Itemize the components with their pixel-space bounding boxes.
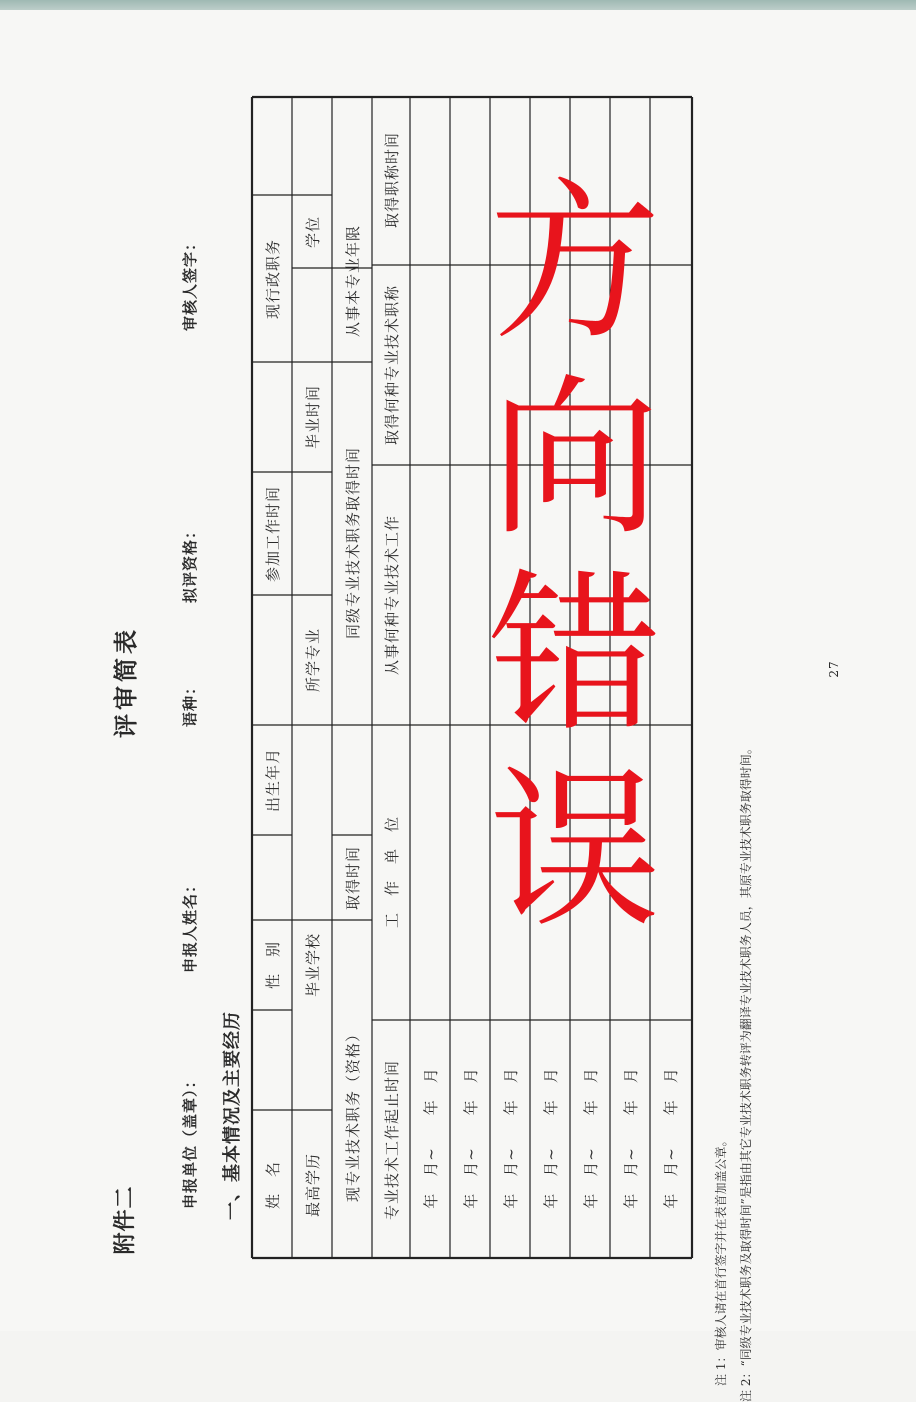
reviewer-signature-label: 审核人签字： [181, 234, 199, 331]
row-period-4: 年 月~ 年 月 [542, 1067, 560, 1209]
warning-char: 误 [489, 750, 661, 951]
language-label: 语种： [181, 678, 199, 727]
cell-degree: 学位 [304, 216, 322, 249]
col-period-header: 专业技术工作起止时间 [383, 1060, 401, 1221]
col-title-type-header: 取得何种专业技术职称 [383, 285, 401, 446]
page-title: 评审简表 [111, 626, 140, 738]
cell-major: 所学专业 [304, 628, 322, 693]
cell-current-title: 现专业技术职务（资格） [344, 1026, 362, 1203]
qualification-label: 拟评资格： [181, 522, 199, 603]
cell-obtain-time: 取得时间 [344, 846, 362, 911]
warning-char: 方 [489, 162, 661, 363]
cell-birth: 出生年月 [264, 748, 282, 813]
cell-same-level-time: 同级专业技术职务取得时间 [344, 447, 362, 640]
cell-school: 毕业学校 [304, 933, 322, 998]
col-title-time-header: 取得职称时间 [383, 132, 401, 229]
cell-grad-time: 毕业时间 [304, 385, 322, 450]
section-title: 一、基本情况及主要经历 [222, 1011, 243, 1220]
col-employer-header: 工 作 单 位 [383, 816, 401, 929]
warning-char: 错 [489, 554, 661, 755]
note-1: 注 1：审核人请在首行签字并在表首加盖公章。 [714, 1134, 728, 1386]
cell-work-start: 参加工作时间 [264, 486, 282, 583]
row-period-5: 年 月~ 年 月 [582, 1067, 600, 1209]
col-work-content-header: 从事何种专业技术工作 [383, 515, 401, 676]
row-period-1: 年 月~ 年 月 [422, 1067, 440, 1209]
cell-name: 姓 名 [264, 1161, 282, 1210]
cell-gender: 性 别 [264, 941, 282, 990]
applicant-name-label: 申报人姓名： [181, 876, 199, 973]
wrong-orientation-warning [480, 162, 670, 965]
cell-admin-post: 现行政职务 [264, 239, 282, 320]
row-period-7: 年 月~ 年 月 [662, 1067, 680, 1209]
row-period-2: 年 月~ 年 月 [462, 1067, 480, 1209]
warning-char: 向 [489, 358, 661, 559]
row-period-3: 年 月~ 年 月 [502, 1067, 520, 1209]
row-period-6: 年 月~ 年 月 [622, 1067, 640, 1209]
page-number: 27 [827, 660, 841, 678]
note-2: 注 2：“同级专业技术职务及取得时间”是指由其它专业技术职务转评为翻译专业技术职务人员，其原专业技术职务取得时间。 [739, 742, 753, 1402]
applicant-unit-label: 申报单位（盖章）： [181, 1072, 199, 1209]
attachment-label: 附件二 [112, 1185, 138, 1255]
cell-years-in-field: 从事本专业年限 [344, 225, 362, 338]
cell-education: 最高学历 [304, 1153, 322, 1218]
